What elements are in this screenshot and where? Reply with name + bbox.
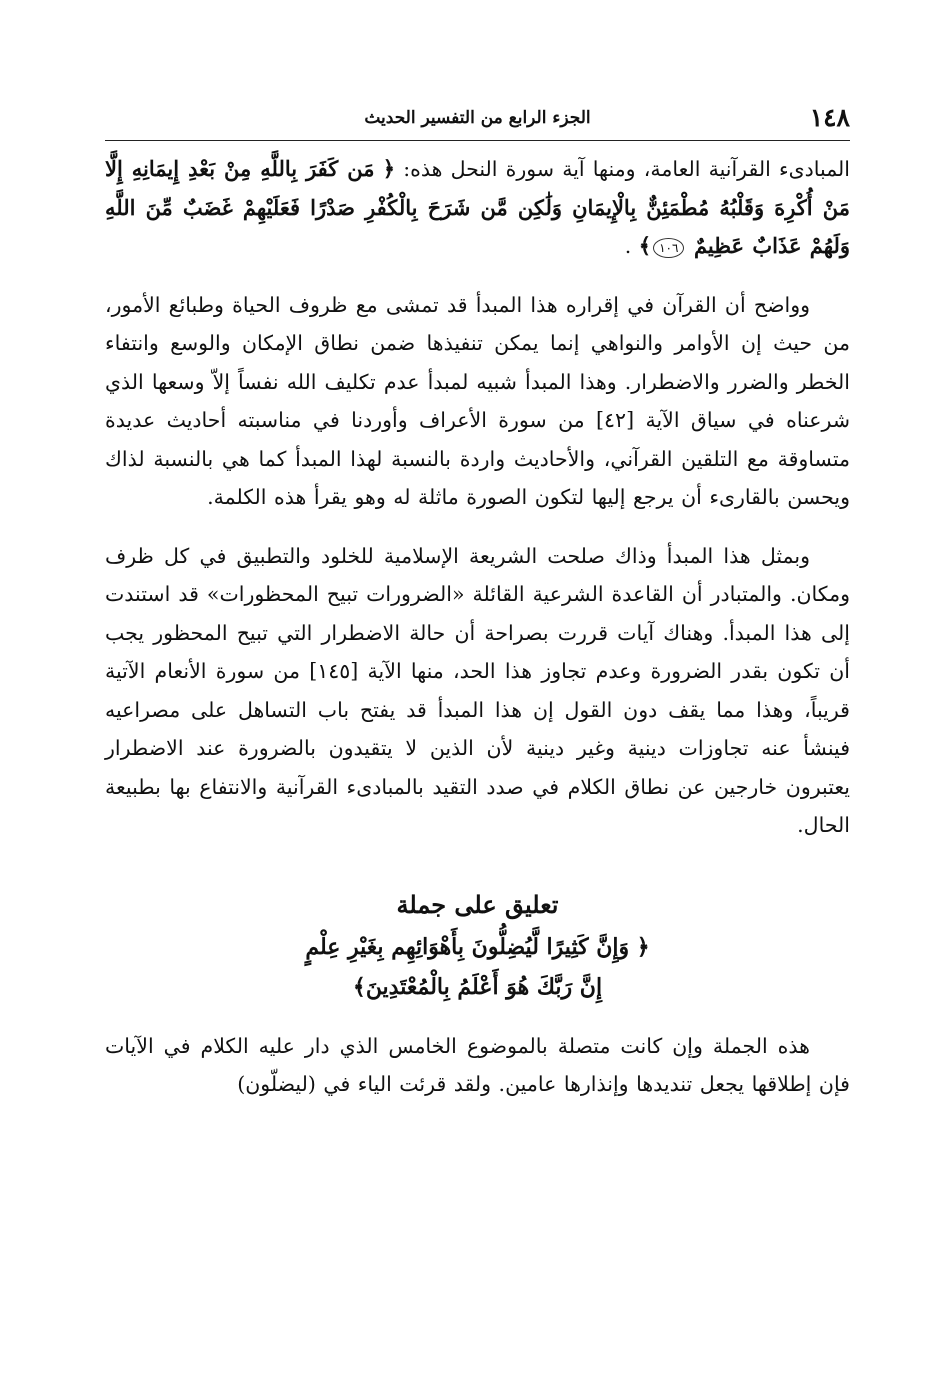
quran-close-bracket: ﴾ [638,233,652,258]
section-verse [105,927,850,1007]
running-title: الجزء الرابع من التفسير الحديث [364,108,591,128]
verse-open-bracket: ﴿ [636,933,650,960]
section-heading: تعليق على جملة [396,889,559,919]
paragraph-4: هذه الجملة وإن كانت متصلة بالموضوع الخامس الذي دار عليه الكلام في الآيات فإن إطلاقها يجعل تنديدها وإنذارها عامين. ولقد قرئت الياء في (ليضلّون) [105,1033,850,1096]
quran-verse-nahl: مَن كَفَرَ بِاللَّهِ مِنْ بَعْدِ إِيمَانِهِ إِلَّا مَنْ أُكْرِهَ وَقَلْبُهُ مُطْمَئِنٌّ بِالْإِيمَانِ وَلَٰكِن مَّن شَرَحَ بِالْكُفْرِ صَدْرًا فَعَلَيْهِمْ غَضَبٌ مِّنَ اللَّهِ وَلَهُمْ عَذَابٌ عَظِيمٌ [105,156,850,258]
paragraph-1-suffix: . [624,234,632,258]
ayah-number-marker: ١٠٦ [653,238,684,258]
paragraph-3: وبمثل هذا المبدأ وذاك صلحت الشريعة الإسلامية للخلود والتطبيق في كل ظرف ومكان. والمتبادر أن القاعدة الشرعية القائلة «الضرورات تبيح المحظورات» قد استندت إلى هذا المبدأ. وهناك آيات قررت بصراحة أن حالة الاضطرار التي تبيح المحظور يجب أن تكون بقدر الضرورة وعدم تجاوز هذا الحد، منها الآية [١٤٥] من سورة الأنعام الآتية قريباً، وهذا مما يقف دون القول إن هذا المبدأ قد يفتح باب التساهل على مصراعيه فينشأ عنه تجاوزات دينية وغير دينية لأن الذين لا يتقيدون بالضرورة عند الاضطرار يعتبرون خارجين عن نطاق الكلام في صدد التقيد بالمبادىء القرآنية والانتفاع بها بطبيعة الحال. [105,543,850,837]
verse-line-2-text: إِنَّ رَبَّكَ هُوَ أَعْلَمُ بِالْمُعْتَدِينَ [365,973,603,1000]
verse-line-1 [105,927,850,967]
page-number: ١٤٨ [809,103,850,132]
page-body [105,150,850,1104]
paragraph-2: وواضح أن القرآن في إقراره هذا المبدأ قد تمشى مع ظروف الحياة وطبائع الأمور، من حيث إن الأوامر والنواهي إنما يمكن تنفيذها ضمن نطاق الإمكان والوسع وانتفاء الخطر والضرر والاضطرار. وهذا المبدأ شبيه لمبدأ عدم تكليف الله نفساً إلاّ وسعها الذي شرعناه في سياق الآية [٤٢] من سورة الأعراف وأوردنا في مناسبته أحاديث عديدة متساوقة مع التلقين القرآني، والأحاديث واردة بالنسبة لهذا المبدأ كما هي بالنسبة لذاك ويحسن بالقارىء أن يرجع إليها لتكون الصورة ماثلة له وهو يقرأ هذه الكلمة. [105,292,850,509]
quran-open-bracket: ﴿ [382,156,395,181]
verse-line-1-text: وَإِنَّ كَثِيرًا لَّيُضِلُّونَ بِأَهْوَائِهِم بِغَيْرِ عِلْمٍ [305,933,630,960]
verse-line-2 [105,967,850,1007]
paragraph-1 [105,150,850,266]
paragraph-1-intro: المبادىء القرآنية العامة، ومنها آية سورة النحل هذه: [403,157,850,181]
verse-close-bracket: ﴾ [352,973,366,1000]
page-header [105,102,850,136]
header-divider [105,140,850,141]
